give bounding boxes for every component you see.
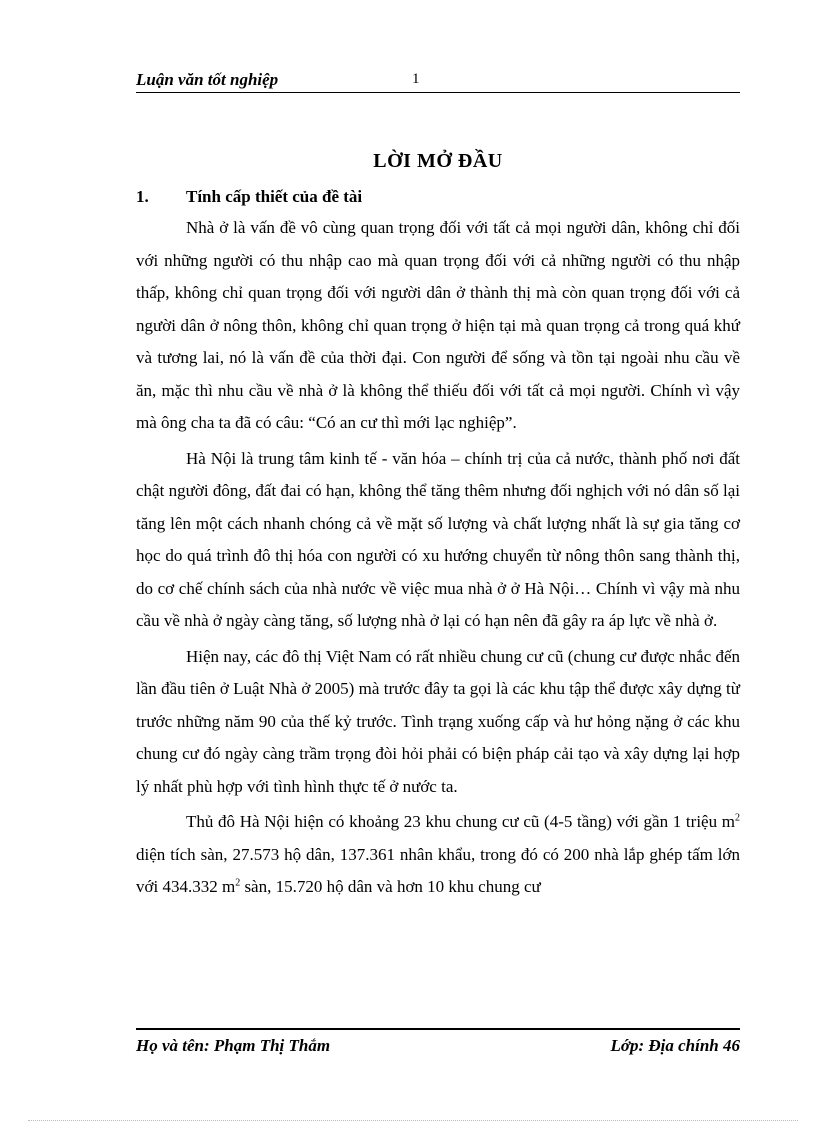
section-heading bbox=[136, 187, 362, 207]
superscript: 2 bbox=[735, 812, 740, 824]
page-header bbox=[136, 68, 740, 93]
paragraph bbox=[136, 806, 740, 904]
page-footer bbox=[136, 1028, 740, 1060]
paragraph-text: Thủ đô Hà Nội hiện có khoảng 23 khu chung cư cũ (4-5 tầng) với gần 1 triệu m bbox=[186, 812, 735, 831]
paragraph: Hiện nay, các đô thị Việt Nam có rất nhiều chung cư cũ (chung cư được nhắc đến lần đầu tiên ở Luật Nhà ở 2005) mà trước đây ta gọi là các khu tập thể được xây dựng từ trước những năm 90 của thế kỷ trước. Tình trạng xuống cấp và hư hỏng nặng ở các khu chung cư đó ngày càng trầm trọng đòi hỏi phải có biện pháp cải tạo và xây dựng lại hợp lý nhất phù hợp với tình hình thực tế ở nước ta. bbox=[136, 646, 740, 796]
footer-class: Lớp: Địa chính 46 bbox=[610, 1036, 740, 1055]
document-title: LỜI MỞ ĐẦU bbox=[373, 150, 503, 172]
paragraph-text: sàn, 15.720 hộ dân và hơn 10 khu chung cư bbox=[240, 877, 541, 896]
footer-author: Họ và tên: Phạm Thị Thắm bbox=[136, 1036, 331, 1055]
page-number: 1 bbox=[412, 71, 420, 87]
paragraph: Nhà ở là vấn đề vô cùng quan trọng đối với tất cả mọi người dân, không chỉ đối với những người có thu nhập cao mà quan trọng đối với cả những người có thu nhập thấp, không chỉ quan trọng đối với người dân ở thành thị mà còn quan trọng đối với cả người dân ở nông thôn, không chỉ quan trọng ở hiện tại mà quan trọng cả trong quá khứ và tương lai, nó là vấn đề của thời đại. Con người để sống và tồn tại ngoài nhu cầu về ăn, mặc thì nhu cầu về nhà ở là không thể thiếu đối với tất cả mọi người. Chính vì vậy mà ông cha ta đã có câu: “Có an cư thì mới lạc nghiệp”. bbox=[136, 218, 740, 432]
section-title: Tính cấp thiết của đề tài bbox=[186, 187, 363, 206]
page-boundary-line bbox=[28, 1120, 798, 1121]
body-text bbox=[136, 212, 740, 904]
superscript: 2 bbox=[235, 877, 241, 889]
section-number: 1. bbox=[136, 187, 149, 206]
header-title: Luận văn tốt nghiệp bbox=[136, 70, 279, 89]
paragraph-text: diện tích sàn, 27.573 hộ dân, 137.361 nhân khẩu, trong đó có 200 nhà lắp ghép tấm lớn với 434.332 m bbox=[136, 844, 740, 896]
paragraph: Hà Nội là trung tâm kinh tế - văn hóa – chính trị của cả nước, thành phố nơi đất chật người đông, đất đai có hạn, không thể tăng thêm nhưng đối nghịch với nó dân số lại tăng lên một cách nhanh chóng cả về mặt số lượng và chất lượng nhất là sự gia tăng cơ học do quá trình đô thị hóa con người có xu hướng chuyển từ nông thôn sang thành thị, do cơ chế chính sách của nhà nước về việc mua nhà ở ở Hà Nội… Chính vì vậy mà nhu cầu về nhà ở ngày càng tăng, số lượng nhà ở lại có hạn nên đã gây ra áp lực về nhà ở. bbox=[136, 448, 740, 630]
